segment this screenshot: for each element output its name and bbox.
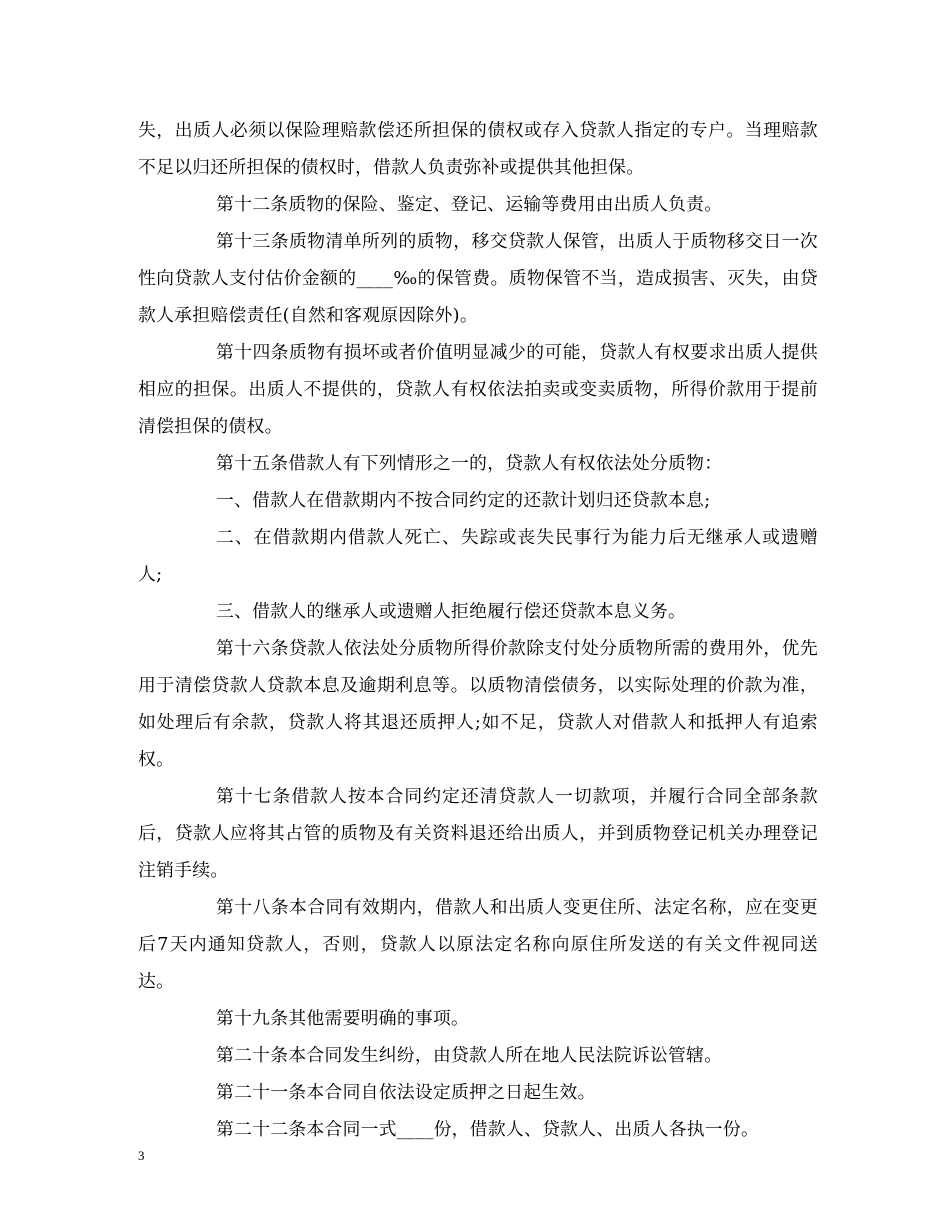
paragraph-article-14: 第十四条质物有损坏或者价值明显减少的可能，贷款人有权要求出质人提供相应的担保。出质人不提供的，贷款人有权依法拍卖或变卖质物，所得价款用于提前清偿担保的债权。 [138, 342, 818, 437]
paragraph-article-21: 第二十一条本合同自依法设定质押之日起生效。 [216, 1082, 596, 1103]
paragraph-article-17: 第十七条借款人按本合同约定还清贷款人一切款项，并履行合同全部条款后，贷款人应将其占管的质物及有关资料退还给出质人，并到质物登记机关办理登记注销手续。 [138, 786, 818, 881]
paragraph-item-1: 一、借款人在借款期内不按合同约定的还款计划归还贷款本息; [216, 490, 711, 511]
paragraph-article-16: 第十六条贷款人依法处分质物所得价款除支付处分质物所需的费用外，优先用于清偿贷款人贷款本息及逾期利息等。以质物清偿债务，以实际处理的价款为准，如处理后有余款，贷款人将其退还质押人;如不足，贷款人对借款人和抵押人有追索权。 [138, 638, 818, 770]
paragraph-article-19: 第十九条其他需要明确的事项。 [216, 1008, 470, 1029]
paragraph-item-3: 三、借款人的继承人或遗赠人拒绝履行偿还贷款本息义务。 [216, 601, 687, 622]
paragraph-article-15: 第十五条借款人有下列情形之一的，贷款人有权依法处分质物： [216, 453, 723, 474]
page-number: 3 [138, 1148, 145, 1163]
paragraph-article-18: 第十八条本合同有效期内，借款人和出质人变更住所、法定名称，应在变更后7天内通知贷款人，否则，贷款人以原法定名称向原住所发送的有关文件视同送达。 [138, 897, 818, 992]
paragraph-article-22: 第二十二条本合同一式____份，借款人、贷款人、出质人各执一份。 [216, 1119, 760, 1140]
paragraph-item-2: 二、在借款期内借款人死亡、失踪或丧失民事行为能力后无继承人或遗赠人; [138, 527, 818, 585]
body-text [138, 112, 818, 1148]
paragraph-article-12: 第十二条质物的保险、鉴定、登记、运输等费用由出质人负责。 [216, 194, 723, 215]
paragraph-article-13: 第十三条质物清单所列的质物，移交贷款人保管，出质人于质物移交日一次性向贷款人支付估价金额的____‰的保管费。质物保管不当，造成损害、灭失，由贷款人承担赔偿责任(自然和客观原因除外)。 [138, 231, 818, 326]
paragraph-article-20: 第二十条本合同发生纠纷，由贷款人所在地人民法院诉讼管辖。 [216, 1045, 723, 1066]
paragraph: 失，出质人必须以保险理赔款偿还所担保的债权或存入贷款人指定的专户。当理赔款不足以归还所担保的债权时，借款人负责弥补或提供其他担保。 [138, 120, 818, 178]
